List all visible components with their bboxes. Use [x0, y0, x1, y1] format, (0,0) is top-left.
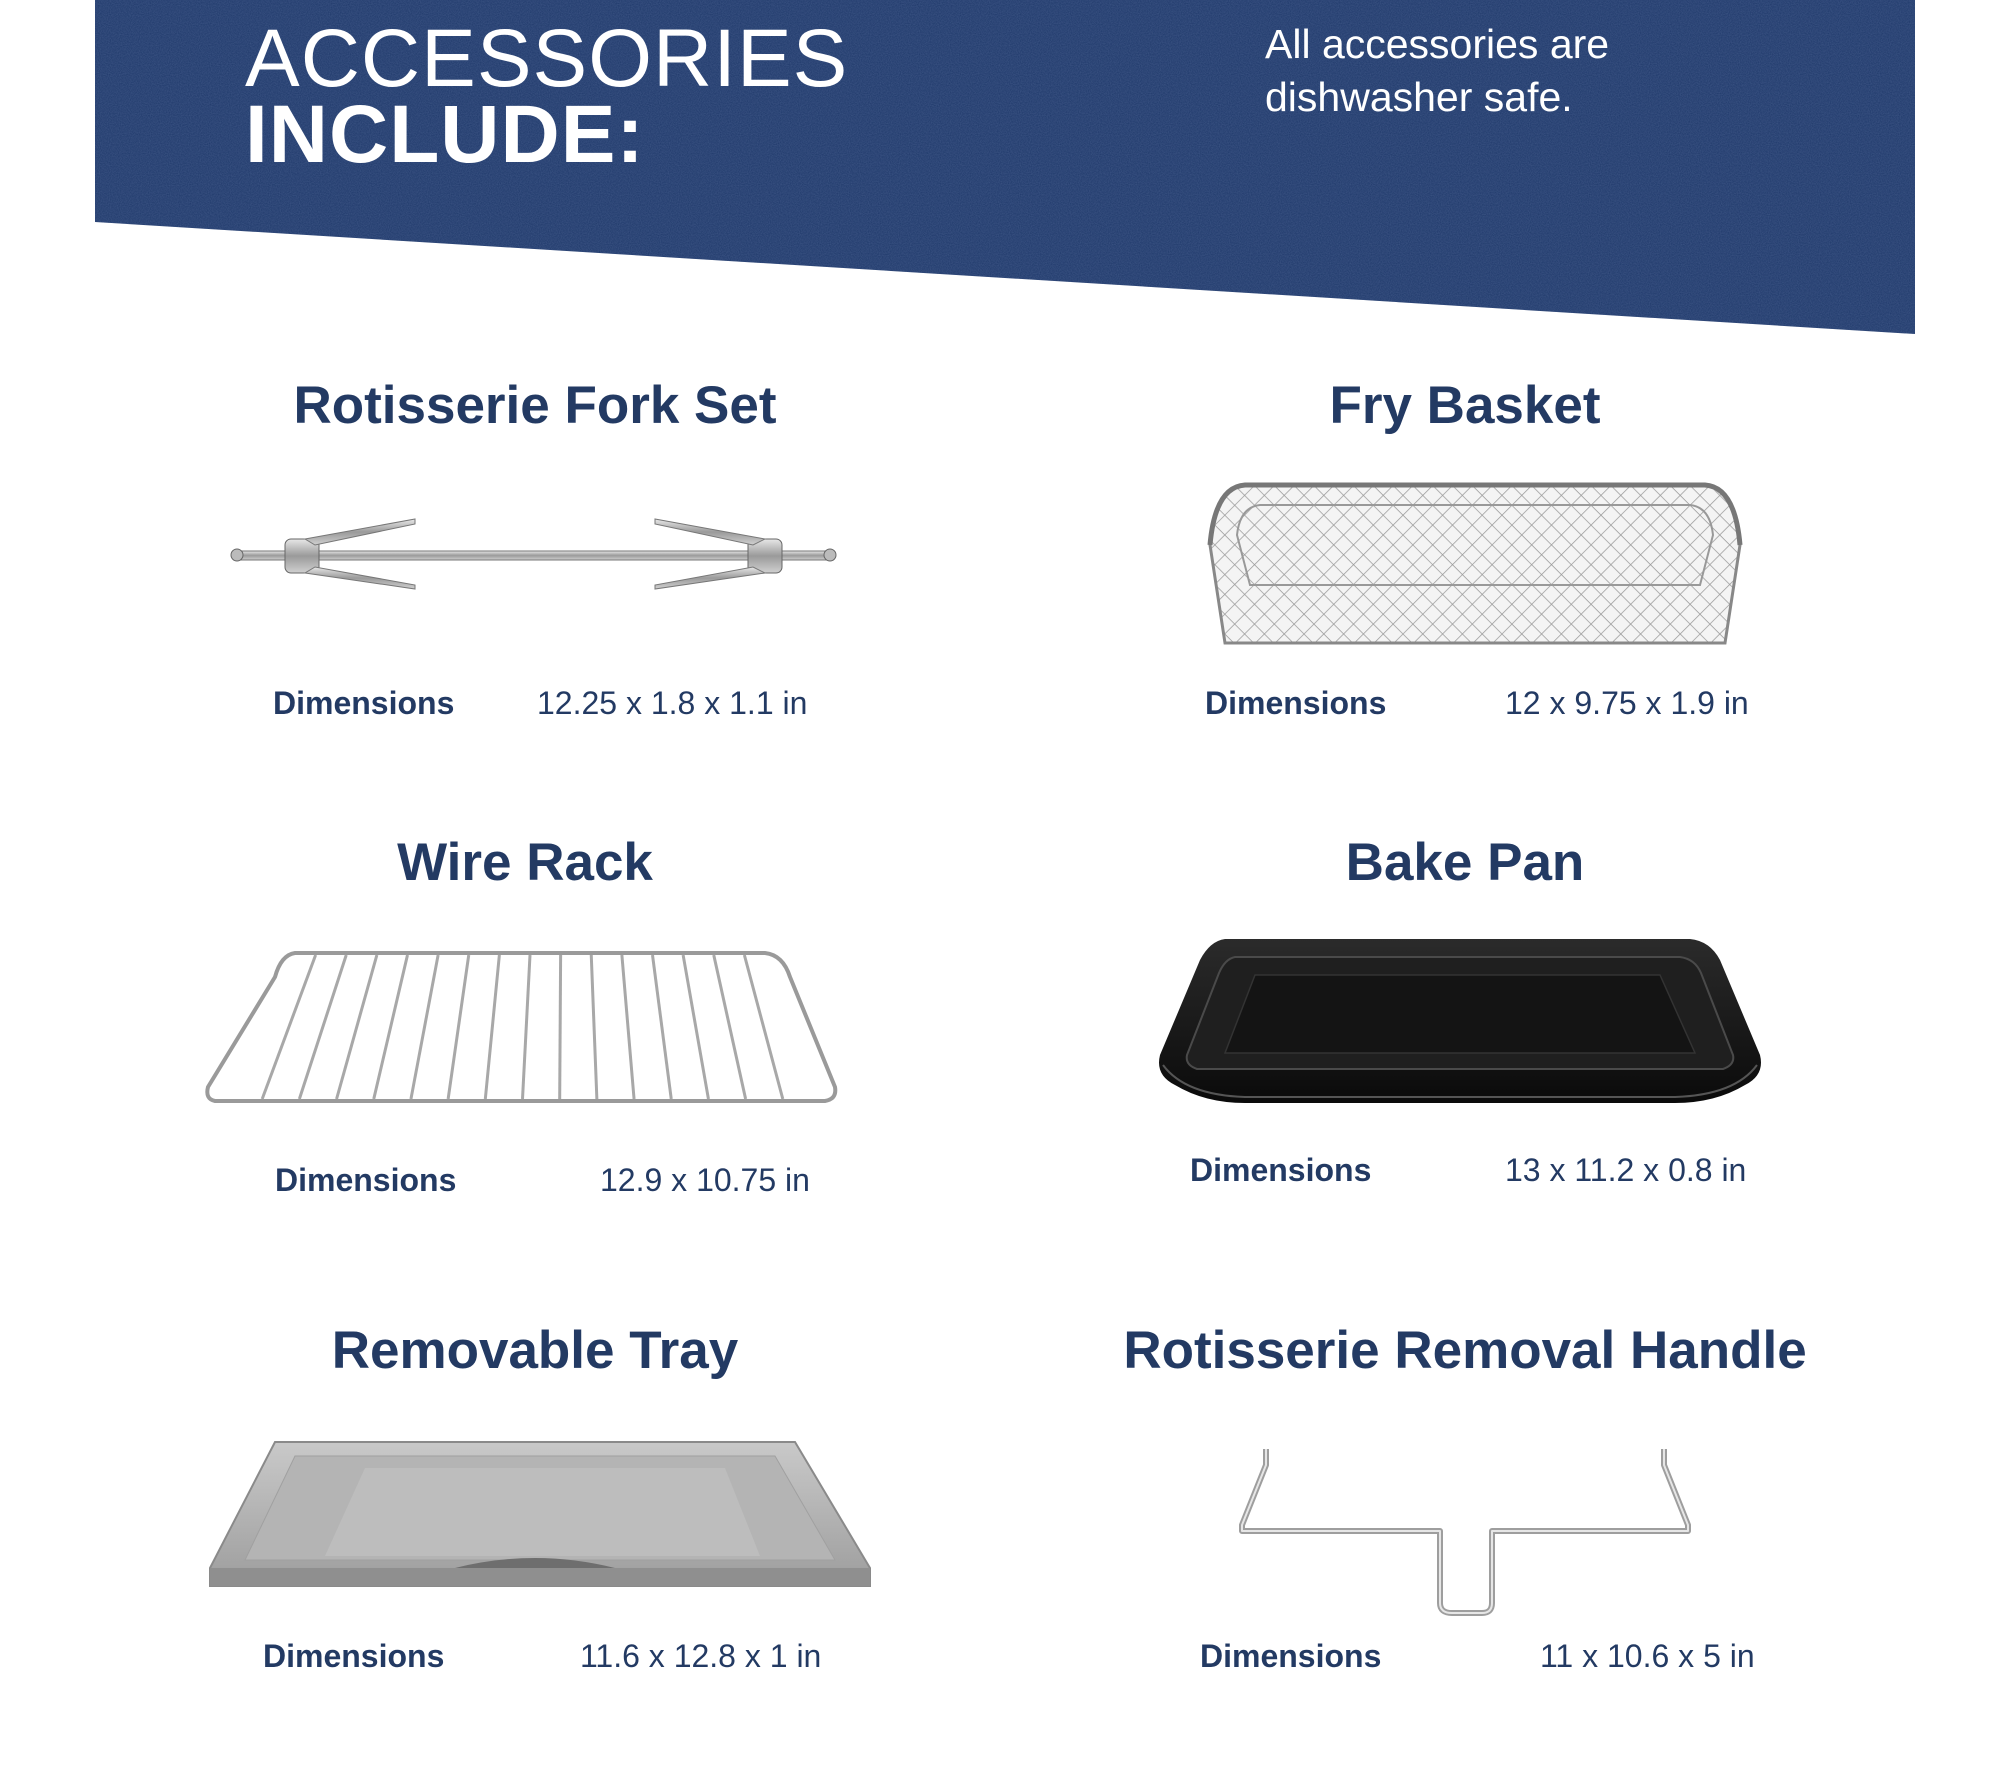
dimensions-label: Dimensions [273, 685, 455, 721]
accessory-card-rotisserie-removal-handle [995, 1320, 1935, 1700]
rack-bar [448, 955, 469, 1099]
dimensions-label: Dimensions [263, 1638, 445, 1674]
dimensions-label: Dimensions [275, 1162, 457, 1198]
dimensions-value: 12.25 x 1.8 x 1.1 in [537, 685, 808, 721]
removable-tray-icon [205, 1438, 875, 1598]
header-banner [95, 0, 1915, 334]
accessory-card-bake-pan [995, 832, 1935, 1212]
banner-title-line2: INCLUDE: [245, 89, 645, 180]
removal-handle-icon [1230, 1445, 1700, 1620]
fry-basket-icon [1205, 475, 1745, 650]
rack-bar [714, 955, 746, 1099]
rack-bar [523, 955, 531, 1099]
dimensions-label: Dimensions [1190, 1152, 1372, 1188]
accessory-title: Rotisserie Fork Set [293, 376, 777, 435]
rack-bar [411, 955, 438, 1099]
banner-title-line1: ACCESSORIES [245, 13, 849, 104]
accessory-title: Removable Tray [331, 1321, 739, 1380]
dimensions-value: 13 x 11.2 x 0.8 in [1505, 1152, 1747, 1188]
dimensions-label: Dimensions [1200, 1638, 1382, 1674]
rack-bar [653, 955, 672, 1099]
rack-bar [337, 955, 377, 1099]
accessory-card-fry-basket [995, 375, 1935, 725]
accessory-title: Fry Basket [1329, 376, 1601, 435]
wire-rack-icon [205, 947, 845, 1112]
note-line2: dishwasher safe. [1265, 74, 1573, 120]
dimensions-value: 11 x 10.6 x 5 in [1540, 1638, 1755, 1674]
note-line1: All accessories are [1265, 21, 1610, 67]
rack-bar [560, 955, 561, 1099]
rack-bar [485, 955, 499, 1099]
rack-bar [622, 955, 634, 1099]
accessory-title: Bake Pan [1345, 833, 1585, 892]
rack-bar [591, 955, 597, 1099]
accessory-title: Wire Rack [397, 833, 653, 892]
rack-bar [683, 955, 708, 1099]
dimensions-value: 12.9 x 10.75 in [600, 1162, 810, 1198]
accessory-title: Rotisserie Removal Handle [1123, 1321, 1807, 1380]
rack-bar [744, 955, 782, 1099]
accessory-card-wire-rack [55, 832, 995, 1212]
dimensions-value: 12 x 9.75 x 1.9 in [1505, 685, 1749, 721]
dimensions-label: Dimensions [1205, 685, 1387, 721]
rotisserie-fork-icon [225, 515, 845, 595]
dimensions-value: 11.6 x 12.8 x 1 in [580, 1638, 822, 1674]
accessory-card-removable-tray [65, 1320, 1005, 1700]
accessory-card-rotisserie-fork-set [65, 375, 1005, 725]
banner-title [245, 13, 849, 180]
rack-bar [374, 955, 408, 1099]
dishwasher-note [1265, 18, 1785, 124]
bake-pan-icon [1155, 935, 1765, 1105]
